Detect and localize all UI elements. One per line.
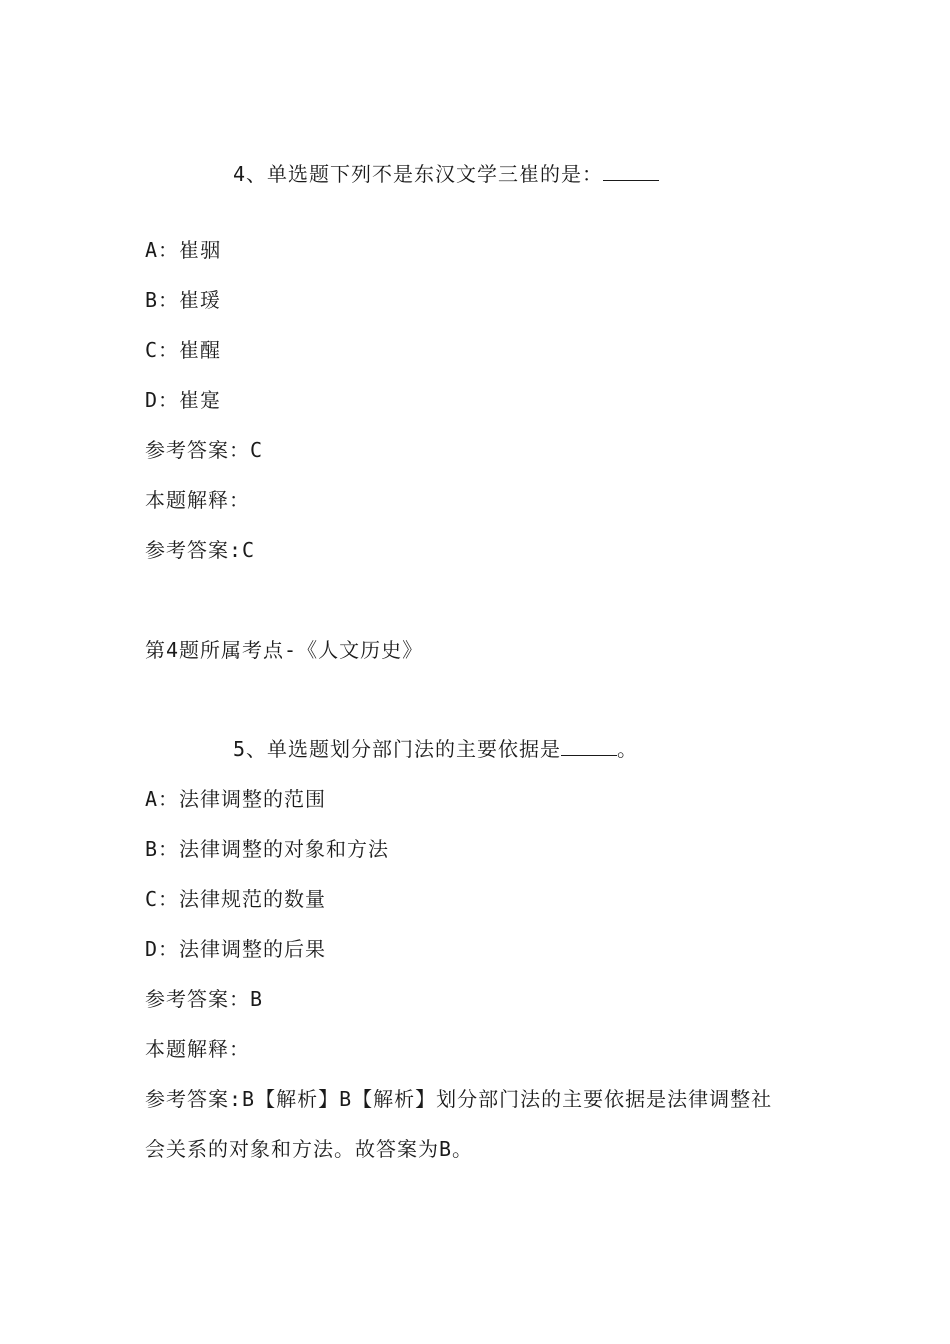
answer-blank xyxy=(561,737,617,756)
option-c: C：崔醒 xyxy=(145,338,222,362)
question-4-stem: 4、单选题下列不是东汉文学三崔的是： xyxy=(233,160,659,188)
option-d: D：法律调整的后果 xyxy=(145,937,327,961)
answer-blank xyxy=(603,162,659,181)
option-b: B：法律调整的对象和方法 xyxy=(145,837,390,861)
option-d: D：崔寔 xyxy=(145,388,222,412)
reference-answer: 参考答案：C xyxy=(145,438,264,462)
option-c: C：法律规范的数量 xyxy=(145,887,327,911)
explanation-line-2: 会关系的对象和方法。故答案为B。 xyxy=(145,1137,474,1161)
reference-answer: 参考答案：B xyxy=(145,987,264,1011)
option-b: B：崔瑗 xyxy=(145,288,222,312)
question-5-stem: 5、单选题划分部门法的主要依据是 。 xyxy=(233,737,639,761)
explanation-answer: 参考答案:C xyxy=(145,538,256,562)
explanation-label: 本题解释： xyxy=(145,488,250,512)
option-a: A：崔骃 xyxy=(145,238,222,262)
topic-label: 第4题所属考点-《人文历史》 xyxy=(145,638,424,662)
explanation-line-1: 参考答案:B【解析】B【解析】划分部门法的主要依据是法律调整社 xyxy=(145,1087,773,1111)
option-a: A：法律调整的范围 xyxy=(145,787,327,811)
explanation-label: 本题解释： xyxy=(145,1037,250,1061)
